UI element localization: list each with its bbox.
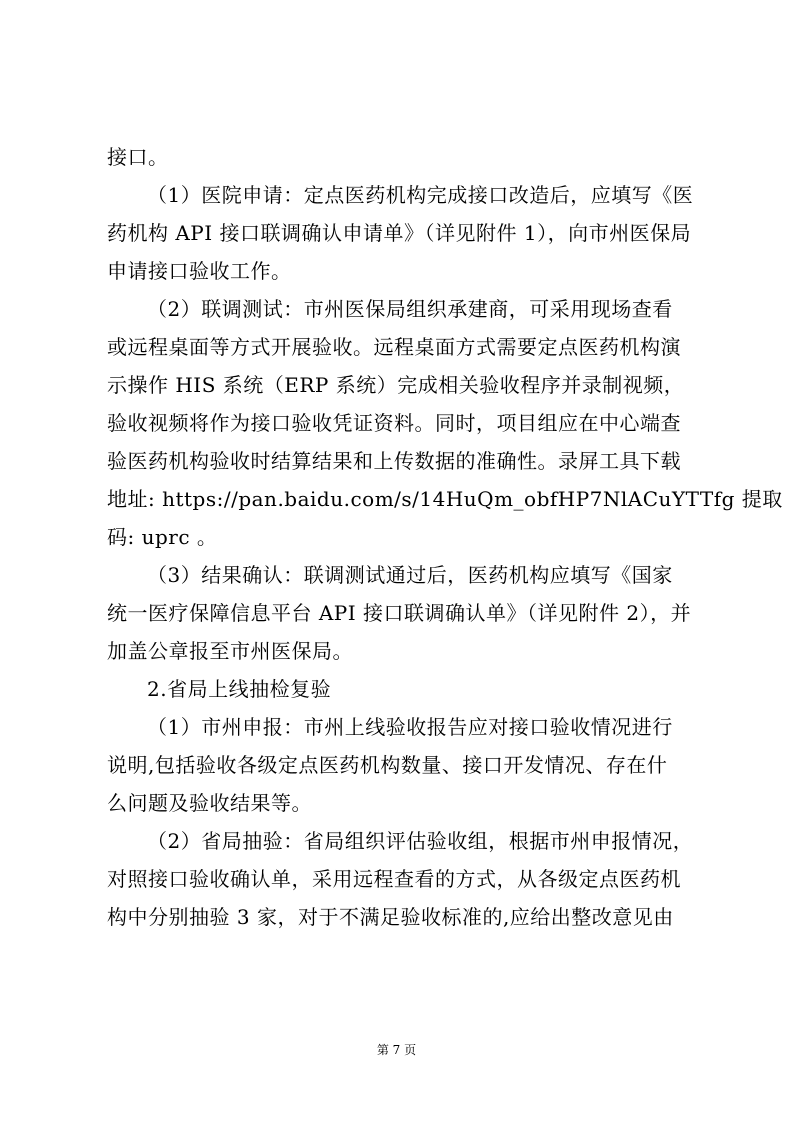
text-line: （3）结果确认：联调测试通过后，医药机构应填写《国家: [147, 563, 673, 587]
text-line: 对照接口验收确认单，采用远程查看的方式，从各级定点医药机: [107, 867, 681, 891]
text-line: （1）市州申报：市州上线验收报告应对接口验收情况进行: [147, 715, 673, 739]
text-line: 构中分别抽验 3 家，对于不满足验收标准的,应给出整改意见由: [107, 905, 674, 929]
text-line: 示操作 HIS 系统（ERP 系统）完成相关验收程序并录制视频，: [107, 373, 685, 397]
text-line: 统一医疗保障信息平台 API 接口联调确认单》（详见附件 2），并: [107, 601, 692, 625]
text-line: 或远程桌面等方式开展验收。远程桌面方式需要定点医药机构演: [107, 335, 681, 359]
text-line: （2）省局抽验：省局组织评估验收组，根据市州申报情况，: [147, 829, 694, 853]
text-line: 说明,包括验收各级定点医药机构数量、接口开发情况、存在什: [107, 753, 668, 777]
text-line: 接口。: [107, 145, 169, 169]
text-line: 地址: https://pan.baidu.com/s/14HuQm_obfHP7NlACuYTTfg 提取: [107, 487, 783, 511]
text-line: 验收视频将作为接口验收凭证资料。同时，项目组应在中心端查: [107, 411, 681, 435]
text-line: 么问题及验收结果等。: [107, 791, 312, 815]
text-line: 验医药机构验收时结算结果和上传数据的准确性。录屏工具下载: [107, 449, 681, 473]
text-line: （1）医院申请：定点医药机构完成接口改造后，应填写《医: [147, 183, 694, 207]
section-heading: 2.省局上线抽检复验: [147, 677, 332, 701]
text-line: 申请接口验收工作。: [107, 259, 292, 283]
text-line: （2）联调测试：市州医保局组织承建商，可采用现场查看: [147, 297, 673, 321]
text-line: 加盖公章报至市州医保局。: [107, 639, 353, 663]
text-line: 码: uprc 。: [107, 525, 218, 549]
document-body: [107, 138, 783, 936]
text-line: 药机构 API 接口联调确认申请单》（详见附件 1），向市州医保局: [107, 221, 692, 245]
page-number: 第 7 页: [376, 1043, 417, 1057]
